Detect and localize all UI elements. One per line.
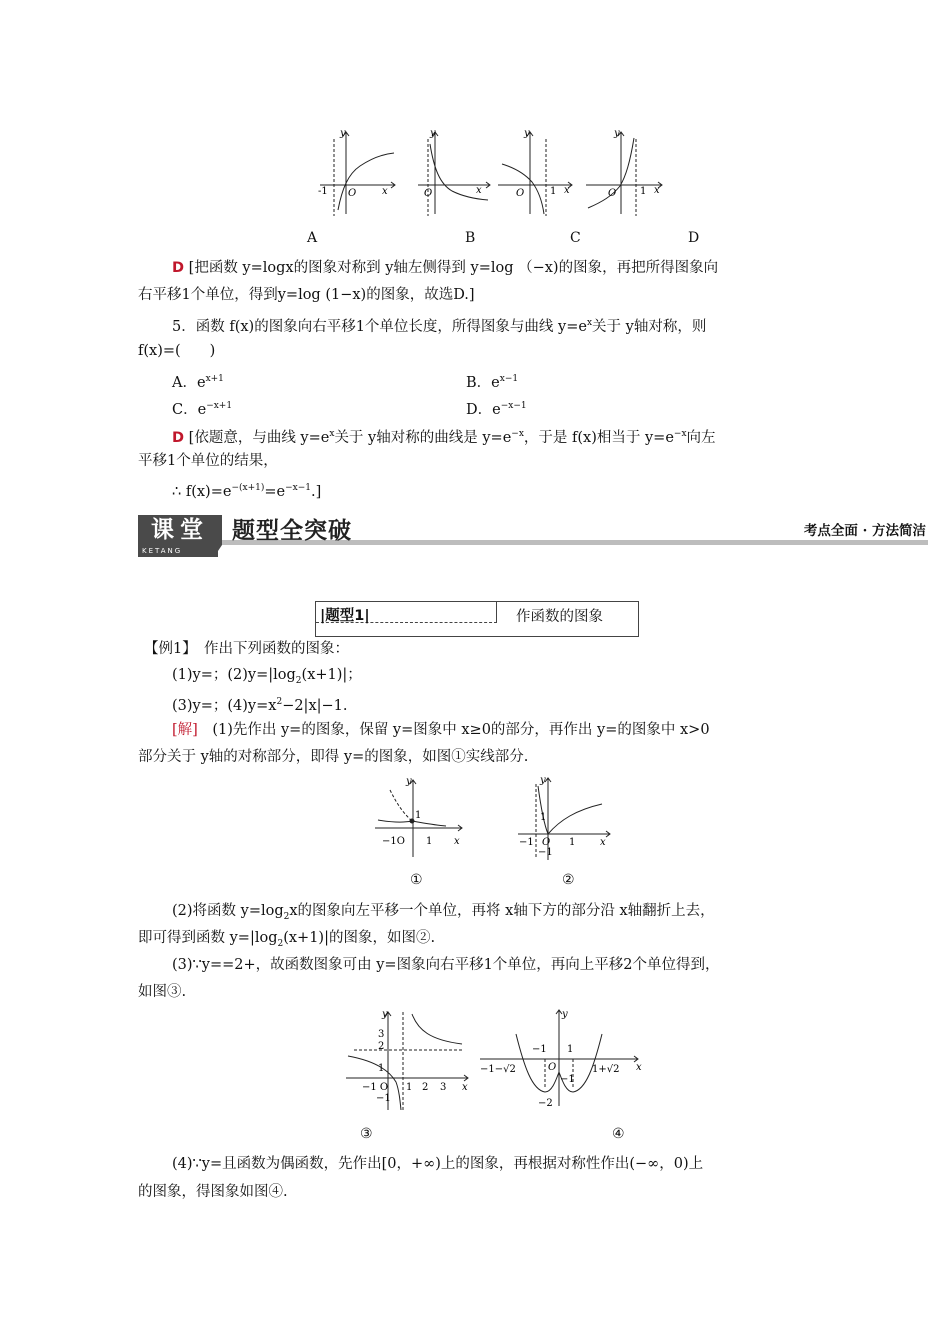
svg-text:−1: −1 [532, 1044, 547, 1055]
svg-text:O: O [608, 188, 617, 199]
svg-text:3: 3 [440, 1082, 447, 1093]
solution-p4a: (4)∵y=且函数为偶函数，先作出[0，+∞)上的图象，再根据对称性作出(−∞，0)上 [172, 1156, 704, 1172]
figure-1-label: ① [410, 872, 423, 888]
figure-3 [346, 1012, 468, 1112]
svg-text:2: 2 [378, 1041, 385, 1052]
banner-ketang: 课堂 [138, 515, 222, 545]
svg-text:1+√2: 1+√2 [592, 1064, 620, 1075]
q5-stem-line2: f(x)=( ) [138, 343, 216, 359]
top-graphs [310, 124, 670, 224]
answer-letter: D [172, 429, 185, 446]
svg-text:1: 1 [415, 810, 422, 821]
q4-answer-line2: 右平移1个单位，得到y=log (1−x)的图象，故选D.] [138, 287, 475, 303]
svg-text:y: y [562, 1009, 568, 1020]
graph-a-o: O [348, 188, 357, 199]
svg-text:−1: −1 [538, 847, 553, 858]
svg-text:−1−√2: −1−√2 [480, 1064, 516, 1075]
svg-text:−1: −1 [376, 1093, 391, 1104]
svg-text:x: x [636, 1062, 642, 1073]
solution-p2a: (2)将函数 $y=\log_2x$的图象向左平移一个单位，再将 x轴下方的部分沿 x轴翻折上去， [172, 903, 715, 922]
answer-letter: D [172, 260, 185, 276]
solution-p3b: 如图③. [138, 984, 187, 1000]
svg-text:y: y [406, 776, 412, 787]
svg-text:y: y [540, 775, 546, 786]
svg-text:y: y [524, 128, 530, 139]
svg-text:−2: −2 [538, 1098, 553, 1109]
solution-mark: [解] [172, 722, 198, 738]
svg-text:x: x [476, 185, 482, 196]
banner-ketang-en: KETANG [138, 545, 218, 557]
svg-text:1: 1 [406, 1082, 413, 1093]
q5-answer-line1: D [依题意，与曲线 $y=e^x$关于 y轴对称的曲线是 $y=e^{-x}$，于是 f(x)相当于 $y=e^{-x}$向左 [172, 429, 716, 446]
example-head: 【例1】 作出下列函数的图象： [144, 641, 349, 657]
svg-text:O: O [548, 1062, 557, 1073]
banner-title: 题型全突破 [232, 518, 352, 544]
example-line1: (1)y=；$(2)y=|\log_2(x+1)|$； [172, 667, 362, 686]
q5-option-c: C．$e^{-x+1}$ [172, 401, 233, 418]
svg-text:−1: −1 [560, 1074, 575, 1085]
svg-text:2: 2 [422, 1082, 429, 1093]
svg-text:1: 1 [567, 1044, 574, 1055]
q5-answer-line3: ∴ $f(x)=e^{-(x+1)}=e^{-x-1}$.] [172, 483, 322, 500]
graph-c [498, 132, 572, 216]
svg-text:1: 1 [540, 812, 547, 823]
svg-text:−1: −1 [519, 837, 534, 848]
svg-text:1: 1 [569, 837, 576, 848]
svg-text:x: x [462, 1082, 468, 1093]
graph-d [586, 132, 662, 216]
q5-stem-line1: 5．函数 f(x)的图象向右平移1个单位长度，所得图象与曲线 $y=e^x$关于 y轴对称，则 [172, 318, 707, 335]
q5-option-b: B．$e^{x-1}$ [466, 374, 519, 391]
svg-text:−1O: −1O [382, 836, 405, 847]
svg-text:1: 1 [550, 186, 557, 197]
label-b: B [465, 230, 476, 246]
label-d: D [688, 230, 700, 246]
q5-option-a: A．$e^{x+1}$ [172, 374, 224, 391]
solution-p3a: (3)∵y==2+，故函数图象可由 y=图象向右平移1个单位，再向上平移2个单位得到， [172, 957, 720, 973]
svg-text:x: x [654, 185, 660, 196]
solution-p2b: 即可得到函数 $y=|\log_2(x+1)|$的图象，如图②. [138, 930, 436, 949]
svg-text:1: 1 [378, 1063, 385, 1074]
graph-a-neg1: -1 [318, 186, 328, 197]
q4-answer-line1: D [把函数 y=logx的图象对称到 y轴左侧得到 y=log （−x)的图象，再把所得图象向 [172, 260, 719, 276]
svg-text:3: 3 [378, 1029, 385, 1040]
svg-text:y: y [430, 128, 436, 139]
svg-text:x: x [454, 836, 460, 847]
svg-text:O: O [542, 837, 551, 848]
svg-text:−1 O: −1 O [362, 1082, 389, 1093]
topic-box [315, 601, 639, 637]
figure-4 [480, 1010, 638, 1106]
graph-a [320, 132, 395, 216]
example-line2: (3)y=；$(4)y=x^2-2|x|-1$. [172, 697, 348, 714]
graph-a-x: x [382, 186, 388, 197]
topic-title: 作函数的图象 [516, 609, 603, 625]
svg-text:O: O [424, 188, 433, 199]
figure-2-label: ② [562, 872, 575, 888]
graph-b [418, 132, 490, 216]
topic-tag: |题型1| [320, 608, 370, 624]
q5-answer-line2: 平移1个单位的结果， [138, 453, 278, 469]
label-c: C [570, 230, 581, 246]
solution-p1b: 部分关于 y轴的对称部分，即得 y=的图象，如图①实线部分. [138, 749, 529, 765]
figure-3-label: ③ [360, 1126, 373, 1142]
banner-triangle [214, 545, 222, 557]
q5-option-d: D．$e^{-x-1}$ [466, 401, 527, 418]
solution-p4b: 的图象，得图象如图④. [138, 1184, 288, 1200]
svg-text:1: 1 [640, 186, 647, 197]
solution-p1a: [解] (1)先作出 y=的图象，保留 y=图象中 x≥0的部分，再作出 y=的图象中 x>0 [172, 722, 710, 738]
svg-text:1: 1 [426, 836, 433, 847]
label-a: A [307, 230, 318, 246]
figures-3-4 [340, 1006, 650, 1118]
figures-1-2 [370, 772, 620, 867]
svg-text:y: y [614, 128, 620, 139]
svg-text:y: y [382, 1009, 388, 1020]
banner-tagline: 考点全面 · 方法简洁 [803, 523, 926, 539]
graph-a-y: y [340, 128, 346, 139]
svg-text:x: x [600, 837, 606, 848]
figure-4-label: ④ [612, 1126, 625, 1142]
svg-text:x: x [564, 185, 570, 196]
svg-text:O: O [516, 188, 525, 199]
